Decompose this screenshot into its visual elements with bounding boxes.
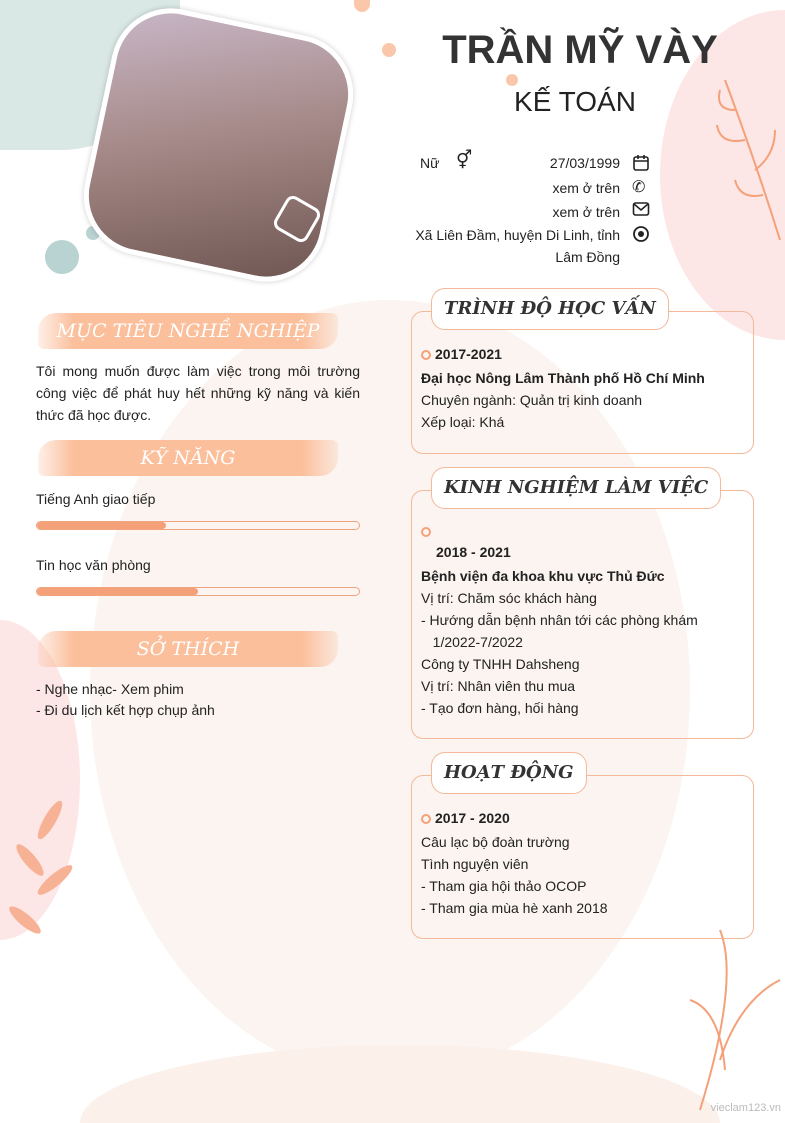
skills-heading: KỸ NĂNG	[38, 440, 338, 476]
experience-line: Công ty TNHH Dahsheng	[421, 656, 580, 672]
period-text: 2017-2021	[435, 346, 502, 362]
address-line2: Lâm Đồng	[555, 249, 620, 265]
leaf-branch-icon	[0, 780, 90, 960]
dot-decor	[45, 240, 79, 274]
activity-line: - Tham gia hội thảo OCOP	[421, 878, 587, 894]
gender-icon: ⚥	[456, 150, 473, 170]
bullet-icon	[421, 527, 431, 537]
phone-icon: ✆	[632, 179, 646, 196]
activity-line: Câu lạc bộ đoàn trường	[421, 834, 570, 850]
skill-bar	[36, 587, 360, 596]
company-name: Bệnh viện đa khoa khu vực Thủ Đức	[421, 568, 665, 584]
skill-bar-fill	[37, 522, 166, 529]
dot-decor	[382, 43, 396, 57]
gender: Nữ	[420, 155, 440, 171]
skill-bar	[36, 521, 360, 530]
bullet-icon	[421, 350, 431, 360]
dot-decor	[354, 0, 370, 12]
experience-heading: KINH NGHIỆM LÀM VIỆC	[431, 467, 721, 509]
hobbies-heading: SỞ THÍCH	[38, 631, 338, 667]
activities-heading: HOẠT ĐỘNG	[431, 752, 587, 794]
education-heading: TRÌNH ĐỘ HỌC VẤN	[431, 288, 669, 330]
address-line1: Xã Liên Đầm, huyện Di Linh, tỉnh	[415, 227, 620, 243]
experience-line: Vị trí: Chăm sóc khách hàng	[421, 590, 597, 606]
watermark: vieclam123.vn	[710, 1102, 781, 1114]
bg-blob-bottom	[80, 1045, 720, 1123]
school-name: Đại học Nông Lâm Thành phố Hồ Chí Minh	[421, 370, 705, 386]
experience-line: - Hướng dẫn bệnh nhân tới các phòng khám	[421, 612, 698, 628]
experience-period: 2018 - 2021	[436, 544, 511, 560]
bullet-icon	[421, 814, 431, 824]
activity-line: Tình nguyện viên	[421, 856, 529, 872]
experience-line: Vị trí: Nhân viên thu mua	[421, 678, 576, 694]
profile-photo	[73, 0, 365, 293]
period-text: 2017 - 2020	[435, 810, 510, 826]
activity-line: - Tham gia mùa hè xanh 2018	[421, 900, 608, 916]
experience-line: - Tạo đơn hàng, hối hàng	[421, 700, 579, 716]
objective-text: Tôi mong muốn được làm việc trong môi trường công việc để phát huy hết những kỹ năng và kiến thức đã học được.	[36, 363, 360, 423]
education-period	[421, 343, 502, 365]
location-icon	[632, 226, 650, 244]
rank: Xếp loại: Khá	[421, 414, 505, 430]
email-icon	[632, 200, 650, 218]
hobby-item: - Nghe nhạc- Xem phim	[36, 681, 184, 697]
job-title: KẾ TOÁN	[514, 86, 636, 117]
dot-decor	[506, 74, 518, 86]
calendar-icon	[632, 154, 650, 172]
major: Chuyên ngành: Quản trị kinh doanh	[421, 392, 643, 408]
experience-line: 1/2022-7/2022	[421, 634, 523, 650]
candidate-name: TRẦN MỸ VÀY	[442, 28, 718, 72]
birthday: 27/03/1999	[549, 155, 620, 171]
skill-bar-fill	[37, 588, 198, 595]
email: xem ở trên	[552, 204, 620, 220]
phone: xem ở trên	[552, 180, 620, 196]
hobby-item: - Đi du lịch kết hợp chụp ảnh	[36, 702, 215, 718]
skill-name: Tiếng Anh giao tiếp	[36, 491, 156, 507]
leaf-branch-icon	[680, 920, 785, 1120]
activities-period	[421, 807, 510, 829]
objective-heading: MỤC TIÊU NGHỀ NGHIỆP	[38, 313, 338, 349]
skill-name: Tin học văn phòng	[36, 557, 151, 573]
